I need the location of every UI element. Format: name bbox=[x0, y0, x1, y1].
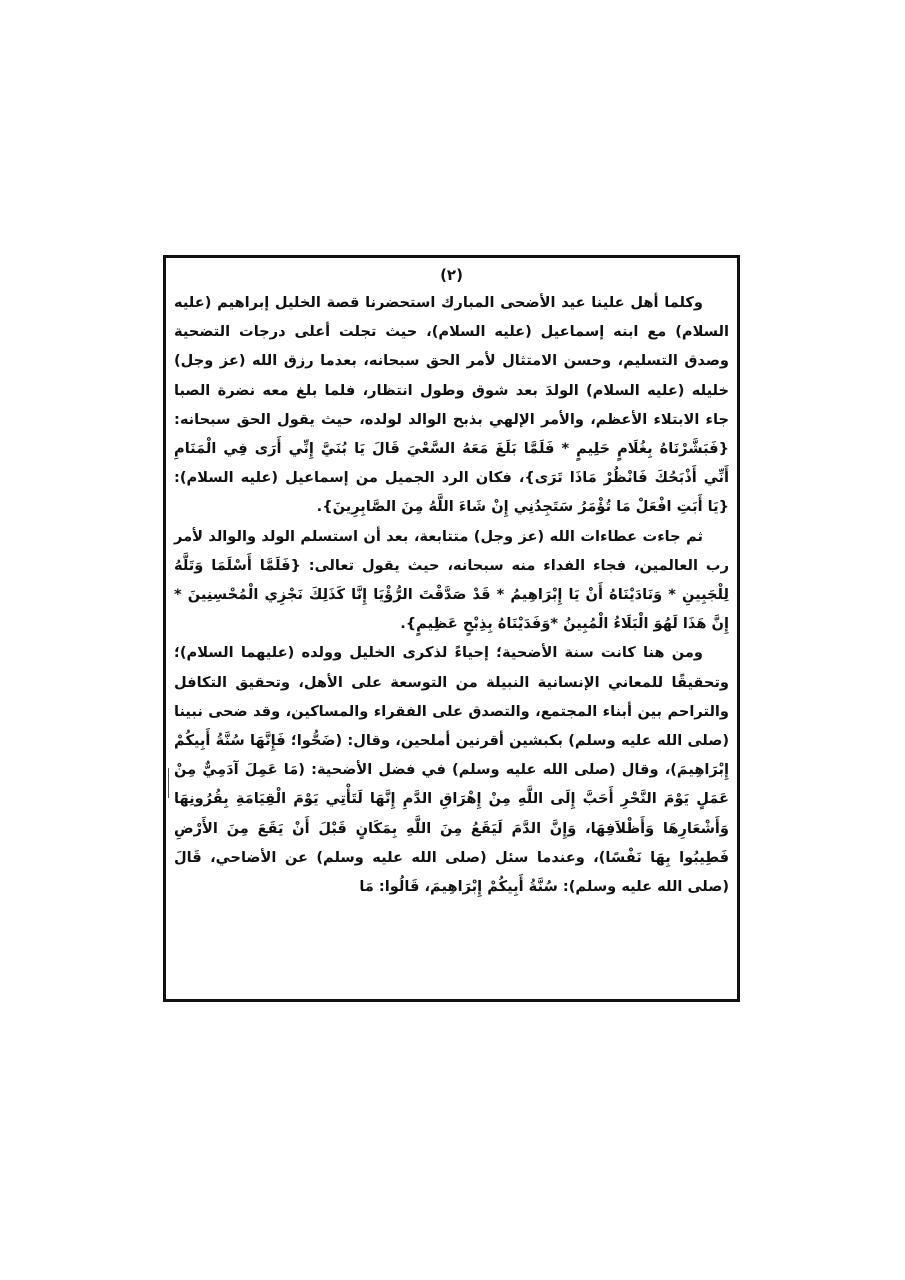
paragraph-3: ومن هنا كانت سنة الأضحية؛ إحياءً لذكرى الخليل وولده (عليهما السلام)؛ وتحقيقًا للمعاني الإنسانية النبيلة من التوسعة على الأهل، وتحقيق التكافل والتراحم بين أبناء المجتمع، والتصدق على الفقراء والمساكين، وقد ضحى نبينا (صلى الله عليه وسلم) بكبشين أقرنين أملحين، وقال: (ضَحُّوا؛ فَإِنَّهَا سُنَّةُ أَبِيكُمْ إِبْرَاهِيمَ)، وقال (صلى الله عليه وسلم) في فضل الأضحية: (مَا عَمِلَ آدَمِيٌّ مِنْ عَمَلٍ يَوْمَ النَّحْرِ أَحَبَّ إِلَى اللَّهِ مِنْ إِهْرَاقِ الدَّمِ إِنَّهَا لَتَأْتِي يَوْمَ الْقِيَامَةِ بِقُرُونِهَا وَأَشْعَارِهَا وَأَظْلاَفِهَا، وَإِنَّ الدَّمَ لَيَقَعُ مِنَ اللَّهِ بِمَكَانٍ قَبْلَ أَنْ يَقَعَ مِنَ الأَرْضِ فَطِيبُوا بِهَا نَفْسًا)، وعندما سئل (صلى الله عليه وسلم) عن الأضاحي، قَالَ (صلى الله عليه وسلم): سُنَّةُ أَبِيكُمْ إِبْرَاهِيمَ، قَالُوا: مَا bbox=[174, 644, 729, 896]
page-number: (٢) bbox=[440, 266, 463, 284]
page-frame bbox=[163, 255, 740, 1002]
paragraph-1: وكلما أهل علينا عيد الأضحى المبارك استحضرنا قصة الخليل إبراهيم (عليه السلام) مع ابنه إسماعيل (عليه السلام)، حيث تجلت أعلى درجات التضحية وصدق التسليم، وحسن الامتثال لأمر الحق سبحانه، بعدما رزق الله (عز وجل) خليله (عليه السلام) الولدَ بعد شوق وطول انتظار، فلما بلغ معه نضرة الصبا جاء الابتلاء الأعظم، والأمر الإلهي بذبح الوالد لولده، حيث يقول الحق سبحانه: {فَبَشَّرْنَاهُ بِغُلَامٍ حَلِيمٍ * فَلَمَّا بَلَغَ مَعَهُ السَّعْيَ قَالَ يَا بُنَيَّ إِنِّي أَرَى فِي الْمَنَامِ أَنِّي أَذْبَحُكَ فَانْظُرْ مَاذَا تَرَى}، فكان الرد الجميل من إسماعيل (عليه السلام): {يَا أَبَتِ افْعَلْ مَا تُؤْمَرُ سَتَجِدُنِي إِنْ شَاءَ اللَّهُ مِنَ الصَّابِرِينَ}. bbox=[174, 294, 729, 516]
margin-mark bbox=[168, 768, 169, 798]
document-body bbox=[174, 288, 729, 901]
paragraph-2: ثم جاءت عطاءات الله (عز وجل) متتابعة، بعد أن استسلم الولد والوالد لأمر رب العالمين، فجاء الفداء منه سبحانه، حيث يقول تعالى: {فَلَمَّا أَسْلَمَا وَتَلَّهُ لِلْجَبِينِ * وَنَادَيْنَاهُ أَنْ يَا إِبْرَاهِيمُ * قَدْ صَدَّقْتَ الرُّؤْيَا إِنَّا كَذَلِكَ نَجْزِي الْمُحْسِنِينَ * إِنَّ هَذَا لَهُوَ الْبَلَاءُ الْمُبِينُ *وَفَدَيْنَاهُ بِذِبْحٍ عَظِيمٍ}. bbox=[174, 527, 729, 633]
